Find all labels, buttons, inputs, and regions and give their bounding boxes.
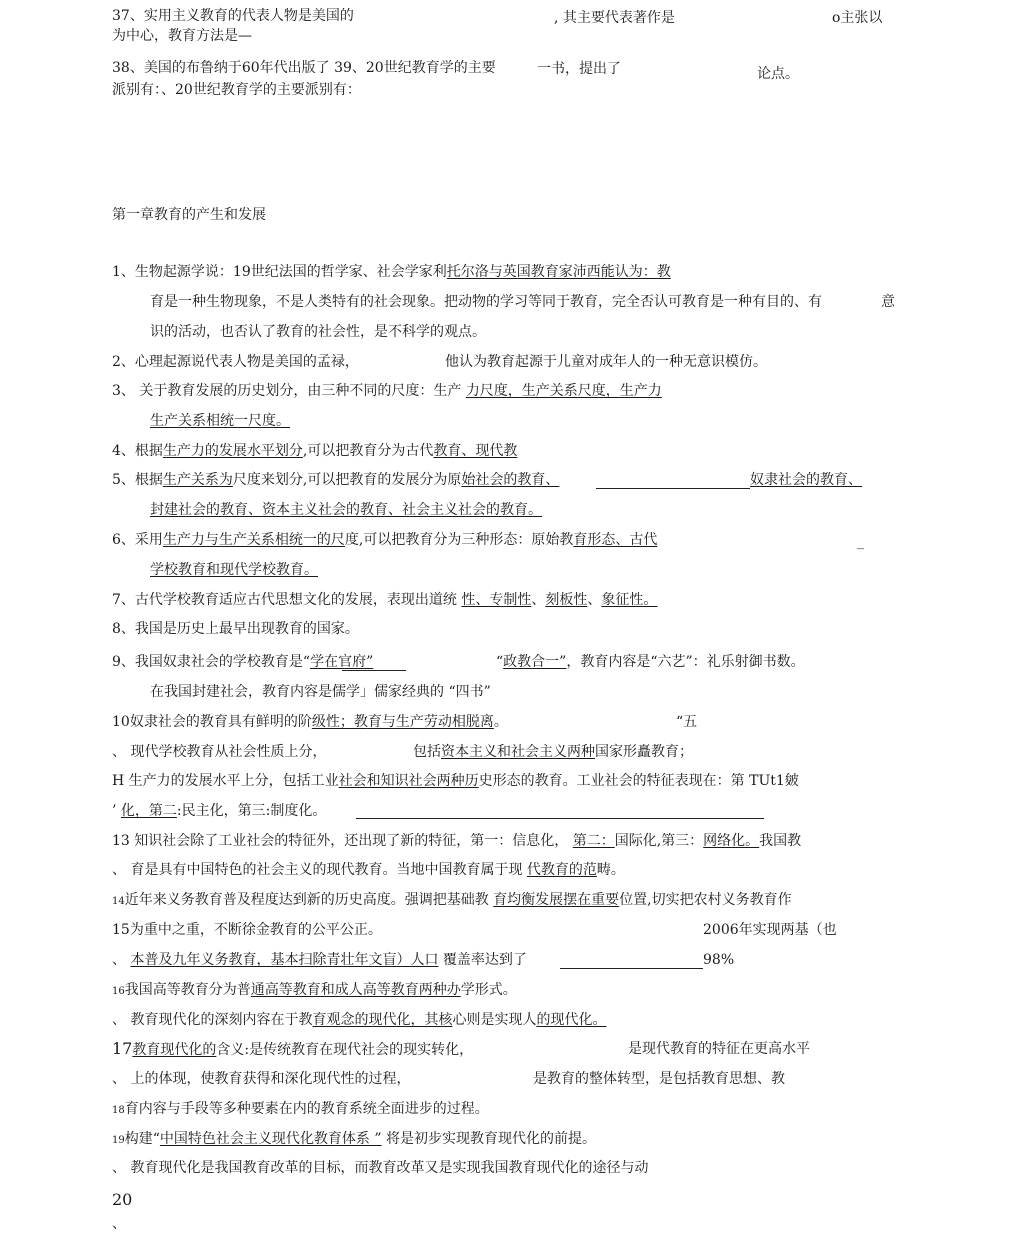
item-5-underlined: 生产关系为 [162,472,233,488]
item-12-mark: ’ [112,803,117,819]
item-12-text-d: :民主化，第三:制度化。 [176,803,327,819]
chapter-title: 第一章教育的产生和发展 [112,207,266,223]
item-19-text: 、 教育现代化的深刻内容在于教 [112,1012,313,1028]
item-10-underlined: 级性；教 [311,714,368,730]
item-3-underlined: 力尺度，生产关系尺度，生产力 [465,383,662,399]
item-6-cont: 学校教育和现代学校教育。 [150,562,318,578]
item-21-text-b: 是教育的整体转型，是包括教育思想、教 [533,1071,785,1087]
item-1-cont-b: 意 [881,294,895,310]
item-22-number: 18 [112,1105,125,1116]
item-1-line [112,262,671,282]
item-17-line [112,950,527,970]
item-12-text: H 生产力的发展水平上分，包括工业 [112,773,339,789]
item-11-text: 、 现代学校教育从社会性质上分， [112,744,327,760]
item-19-line [112,1010,606,1030]
item-13-underlined: 第二： [572,833,615,849]
item-12-text-c: ，第二 [134,803,177,819]
item-19-text-b: 心则是实现人 [452,1012,537,1028]
item-23-underlined: 中国特色社会主义现代化教育体系 ” [159,1131,382,1147]
item-20-number: 17 [112,1039,133,1058]
item-5-text-b: 尺度来划分,可以把教育的发展分为原 [232,472,462,488]
item-15-text: 近年来义务教育普及程度达到新的历史高度。强调把基础教 [124,892,489,908]
item-14-line [112,860,625,880]
item-10-text: 10奴隶社会的教育具有鲜明的阶 [112,714,312,730]
item-11-text-b: 包括 [413,744,441,760]
item-17-underlined: 本普及九年义务教育，基本扫除青壮年文盲）人口 [130,952,439,968]
item-14-text-b: 畴。 [596,862,625,878]
item-6-underlined: 生产力与生产关系相统一的尺 [162,532,345,548]
item-9-text: 9、我国奴隶社会的学校教育是“ [112,654,311,670]
item-4-text: 4、根据 [112,443,163,459]
item-6-dash: _ [857,534,864,550]
item-6-underlined-b: 育形态、古代 [573,532,658,548]
item-13-line [112,831,801,851]
item-5-line [112,470,559,490]
item-9-line [112,652,373,672]
item-16-text: 15为重中之重，不断徐金教育的公平公正。 [112,922,382,938]
q37-text-d: 为中心，教育方法是— [112,28,252,44]
item-14-text: 、 育是具有中国特色的社会主义的现代教育。当地中国教育属于现 [112,862,523,878]
item-15-line [112,890,792,912]
item-1-cont-c: 识的活动，也否认了教育的社会性，是不科学的观点。 [150,324,486,340]
item-11-line [413,742,693,762]
item-17-value: 98% [703,952,735,968]
item-5-text-c: 奴隶社会的教育、 [750,472,862,488]
item-17-blank-line [560,968,703,969]
item-7-sep-b: 、 [587,592,602,608]
item-3-text: 3、 关于教育发展的历史划分，由三种不同的尺度：生产 [112,383,462,399]
item-3-line [112,381,662,401]
item-4-underlined: 生产力的发展水平划分 [162,443,303,459]
item-11-text-c: 国家形矗教育； [595,744,693,760]
item-5-underlined-b: 始社会的教育、 [461,472,560,488]
item-13-text-b: 国际化,第三： [614,833,704,849]
q38-text-b: 一书，提出了 [537,61,621,77]
q38-text: 38、美国的布鲁纳于60年代出版了 39、20世纪教育学的主要 [112,60,496,76]
item-4-text-b: ,可以把教育分为古代 [302,443,434,459]
item-9-quote: “ [496,654,504,670]
item-7-underlined-c: 象征性。 [601,592,658,608]
item-13-text-c: 我国教 [759,833,802,849]
item-15-underlined: 育均衡发展摆在重要 [493,892,620,908]
item-12-line [112,771,799,791]
item-3-cont: 生产关系相统一尺度。 [150,413,290,429]
item-2-text-b: 他认为教育起源于儿童对成年人的一种无意识模仿。 [445,354,767,370]
item-1-cont: 育是一种生物现象，不是人类特有的社会现象。把动物的学习等同于教育，完全否认可教育是一种有目的、有 [150,294,822,310]
item-17-mark: 、 [112,952,131,968]
item-2-text: 2、心理起源说代表人物是美国的孟禄， [112,354,359,370]
item-9-cont: 在我国封建社会，教育内容是儒学」儒家经典的 “四书” [150,684,491,700]
item-9-line-b [496,652,805,672]
item-13-text: 13 知识社会除了工业社会的特征外，还出现了新的特征，第一：信息化， [112,833,569,849]
item-1-underlined: 托尔洛与英国教育家沛西 [446,264,601,280]
item-9-blank-line [342,670,406,671]
item-7-underlined-b: 刻板性 [545,592,588,608]
item-20-line [112,1039,473,1060]
item-16-text-b: 2006年实现两基（也 [703,922,837,938]
item-18-text-b: 学形式。 [460,982,517,998]
item-5-cont: 封建社会的教育、资本主义社会的教育、社会主义社会的教育。 [150,502,542,518]
item-17-text: 覆盖率达到了 [442,952,527,968]
item-7-sep: 、 [531,592,546,608]
item-9-text-b: ，教育内容是“六艺”：礼乐射御书数。 [566,654,805,670]
item-5-text: 5、根据 [112,472,163,488]
q38-text-d: 派别有：、20世纪教育学的主要派别有： [112,82,361,98]
item-6-text-b: 度,可以把教育分为三种形态：原始教 [344,532,574,548]
item-24-text: 、 教育现代化是我国教育改革的目标，而教育改革又是实现我国教育现代化的途径与动 [112,1160,649,1176]
item-21-text: 、 上的体现，使教育获得和深化现代性的过程， [112,1071,411,1087]
item-1-underlined-b: 能认为：教 [600,264,671,280]
item-22-text: 育内容与手段等多种要素在内的教育系统全面进步的过程。 [124,1101,489,1117]
item-20-underlined: 教育现代化的 [132,1042,217,1058]
item-5-blank-line [596,488,750,489]
item-18-line [112,980,517,1002]
item-25-mark: 、 [112,1216,126,1232]
item-11-underlined: 资本主义和社会主义两种 [441,744,595,760]
item-18-underlined: 通高等教育和成人高等教育两种办 [250,982,461,998]
item-19-underlined: 育观念的现代化，其核 [312,1012,453,1028]
item-12-underlined-b: 化 [120,803,135,819]
item-23-text: 构建“ [124,1131,160,1147]
item-13-underlined-b: 网络化。 [703,833,760,849]
item-20-text-b: 是现代教育的特征在更高水平 [628,1041,810,1057]
item-9-underlined-b: 政教合一” [503,654,567,670]
item-12-underlined: 社会和知识社会两种历 [338,773,479,789]
item-19-underlined-b: 的现代化。 [536,1012,607,1028]
item-7-line [112,590,657,610]
item-12-blank-line [356,818,764,819]
item-10-text-b: “五 [676,714,698,730]
q37-text: 37、实用主义教育的代表人物是美国的 [112,8,354,24]
item-6-text: 6、采用 [112,532,163,548]
item-7-text: 7、古代学校教育适应古代思想文化的发展，表现出道统 [112,592,457,608]
item-15-text-b: 位置,切实把农村义务教育作 [619,892,792,908]
item-25-number: 20 [112,1190,133,1209]
item-12-text-b: 史形态的教育。工业社会的特征表现在：第 TUt1皴 [478,773,799,789]
item-23-text-b: 将是初步实现教育现代化的前提。 [381,1131,596,1147]
item-18-number: 16 [112,986,125,997]
item-9-underlined: 学在官府” [310,654,374,670]
item-10-underlined-b: 育与生产劳动相脱离 [367,714,494,730]
item-6-line [112,530,657,550]
item-10-period: 。 [493,714,508,730]
item-4-line [112,441,517,461]
q37-text-c: o主张以 [832,10,883,26]
item-4-underlined-b: 教育、现代教 [433,443,518,459]
item-7-underlined: 性、专制性 [461,592,532,608]
item-10-line [112,712,508,732]
item-8-text: 8、我国是历史上最早出现教育的国家。 [112,621,359,637]
item-22-line [112,1099,489,1121]
item-18-text: 我国高等教育分为普 [124,982,251,998]
item-23-line [112,1129,596,1151]
item-15-number: 14 [112,896,125,907]
item-1-text: 1、生物起源学说：19世纪法国的哲学家、社会学家利 [112,264,447,280]
item-23-number: 19 [112,1135,125,1146]
item-20-text: 含义:是传统教育在现代社会的现实转化， [216,1042,474,1058]
q38-text-c: 论点。 [757,66,799,82]
q37-text-b: , 其主要代表著作是 [554,10,675,26]
item-12-line-b [112,801,326,821]
item-14-underlined: 代教育的范 [526,862,597,878]
